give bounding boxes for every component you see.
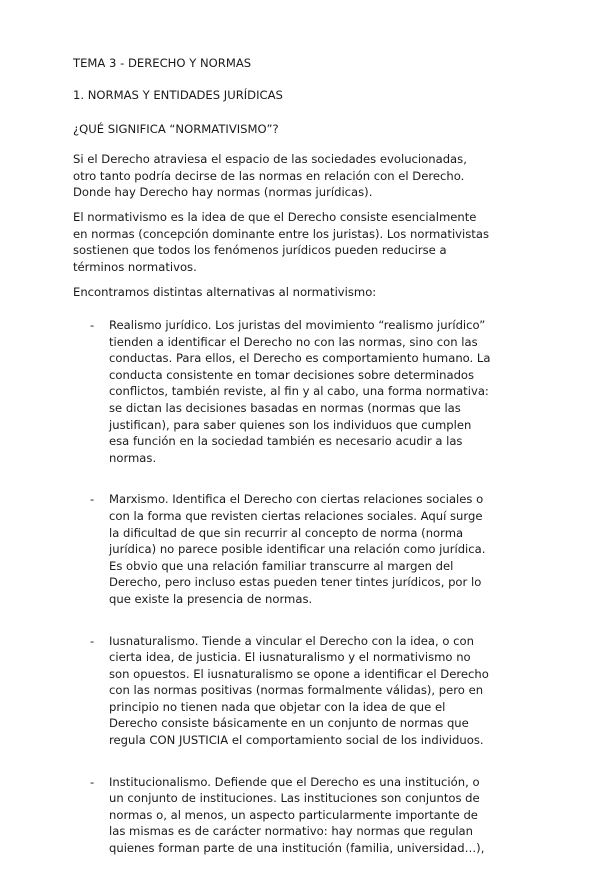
text-line: normas. [109, 450, 157, 465]
text-line: normas o, al menos, un aspecto particularmente importante de [109, 807, 478, 822]
text-line: Es obvio que una relación familiar transcurre al margen del [109, 558, 454, 573]
text-line: Encontramos distintas alternativas al normativismo: [73, 285, 377, 299]
intro-paragraph [73, 151, 533, 201]
text-line: las mismas es de carácter normativo: hay normas que regulan [109, 824, 474, 839]
text-line: un conjunto de instituciones. Las instituciones son conjuntos de [109, 791, 480, 806]
text-line: Derecho consiste básicamente en un conjunto de normas que [109, 716, 469, 731]
text-line: se dictan las decisiones basadas en normas (normas que las [109, 400, 461, 415]
text-line: Iusnaturalismo. Tiende a vincular el Derecho con la idea, o con [109, 633, 474, 648]
text-line: justifican), para saber quienes son los individuos que cumplen [109, 417, 472, 432]
topic-title: TEMA 3 - DERECHO Y NORMAS [73, 56, 252, 70]
text-line: conductas. Para ellos, el Derecho es comportamiento humano. La [109, 351, 491, 366]
text-line: con la forma que revisten ciertas relaciones sociales. Aquí surge [109, 508, 483, 523]
text-line: otro tanto podría decirse de las normas en relación con el Derecho. [73, 168, 465, 183]
list-item-realismo [73, 317, 543, 466]
text-line: Si el Derecho atraviesa el espacio de las sociedades evolucionadas, [73, 152, 467, 166]
question-title: ¿QUÉ SIGNIFICA “NORMATIVISMO”? [73, 122, 279, 136]
text-line: Realismo jurídico. Los juristas del movimiento “realismo jurídico” [109, 318, 486, 332]
list-item-iusnaturalismo [73, 633, 543, 749]
text-line: regula CON JUSTICIA el comportamiento social de los individuos. [109, 733, 484, 748]
bullet-dash: - [90, 492, 95, 507]
bullet-dash: - [90, 318, 95, 332]
section-title: 1. NORMAS Y ENTIDADES JURÍDICAS [73, 88, 283, 102]
text-line: conflictos, también reviste, al fin y al cabo, una forma normativa: [109, 384, 489, 399]
text-line: la dificultad de que sin recurrir al concepto de norma (norma [109, 525, 464, 540]
text-line: Derecho, pero incluso estas pueden tener tintes jurídicos, por lo [109, 575, 482, 590]
text-line: cierta idea, de justicia. El iusnaturalismo y el normativismo no [109, 650, 471, 665]
list-item-institucionalismo [73, 774, 543, 857]
text-line: que existe la presencia de normas. [109, 591, 313, 606]
alternatives-intro [73, 284, 533, 301]
text-line: son opuestos. El iusnaturalismo se opone a identificar el Derecho [109, 666, 489, 681]
text-line: en normas (concepción dominante entre los juristas). Los normativistas [73, 226, 489, 241]
text-line: El normativismo es la idea de que el Derecho consiste esencialmente [73, 210, 477, 224]
text-line: Institucionalismo. Defiende que el Derecho es una institución, o [109, 774, 480, 789]
text-line: con las normas positivas (normas formalmente válidas), pero en [109, 683, 484, 698]
text-line: Marxismo. Identifica el Derecho con ciertas relaciones sociales o [109, 492, 484, 507]
text-line: términos normativos. [73, 259, 197, 274]
list-item-marxismo [73, 491, 543, 607]
bullet-dash: - [90, 633, 95, 648]
definition-paragraph [73, 209, 533, 275]
text-line: Donde hay Derecho hay normas (normas jurídicas). [73, 185, 373, 200]
text-line: conducta consistente en tomar decisiones sobre determinados [109, 367, 475, 382]
text-line: tienden a identificar el Derecho no con las normas, sino con las [109, 334, 478, 349]
alternatives-list [73, 317, 543, 882]
text-line: quienes forman parte de una institución (familia, universidad…), [109, 841, 485, 856]
text-line: esa función en la sociedad también es necesario acudir a las [109, 434, 463, 449]
text-line: principio no tienen nada que objetar con la idea de que el [109, 699, 446, 714]
bullet-dash: - [90, 774, 95, 789]
text-line: sostienen que todos los fenómenos jurídicos pueden reducirse a [73, 243, 447, 258]
text-line: jurídica) no parece posible identificar una relación como jurídica. [109, 542, 486, 557]
